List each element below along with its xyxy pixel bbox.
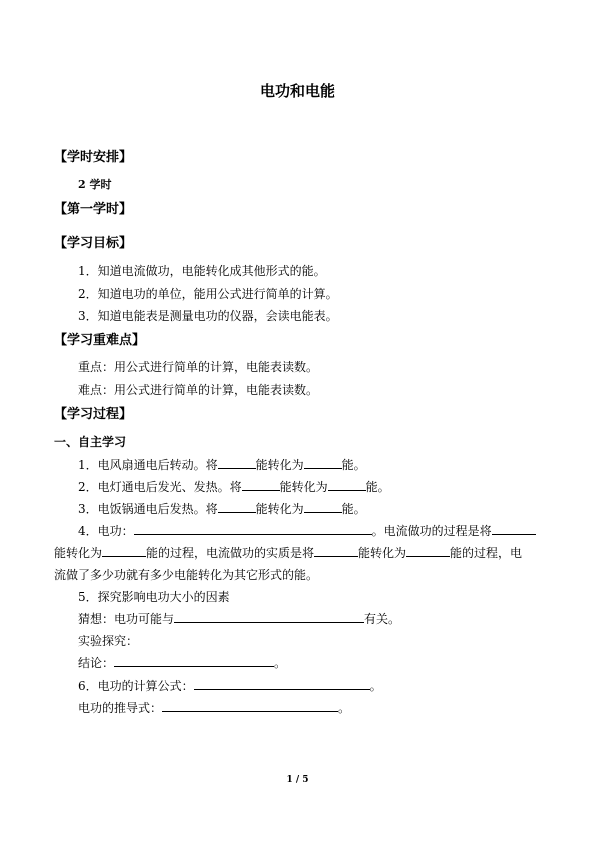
derive-text-b: 。 [338,701,351,715]
self-study-heading: 一、自主学习 [54,435,127,449]
section-key-points: 【学习重难点】 [54,333,146,348]
derive-line [78,699,350,716]
answer-blank[interactable] [194,677,370,690]
schedule-value: 2 学时 [78,178,112,191]
conclusion-line [78,654,286,671]
page-title: 电功和电能 [259,82,335,100]
goal-item: 2．知道电功的单位，能用公式进行简单的计算。 [78,287,338,301]
guess-line [78,610,400,627]
guess-text-b: 有关。 [364,612,401,626]
answer-blank[interactable] [174,610,364,623]
q6-text-b: 。 [369,679,382,693]
section-process: 【学习过程】 [54,407,133,422]
answer-blank[interactable] [242,478,280,491]
question-4-line-2 [54,544,522,561]
q1-text-b: 能转化为 [255,458,304,472]
q3-text-a: 3．电饭锅通电后发热。将 [78,502,218,516]
conclusion-text-b: 。 [274,656,287,670]
q4-text-a: 4．电功： [78,524,134,538]
q2-text-c: 能。 [365,480,390,494]
question-1 [78,456,366,473]
q4-line2-b: 能的过程，电流做功的实质是将 [146,546,315,560]
answer-blank[interactable] [102,544,146,557]
answer-blank[interactable] [218,500,256,513]
answer-blank[interactable] [406,544,450,557]
difficult-point: 难点：用公式进行简单的计算，电能表读数。 [78,383,319,397]
question-3 [78,500,366,517]
question-6 [78,677,382,694]
question-5: 5．探究影响电功大小的因素 [78,590,230,604]
derive-text-a: 电功的推导式： [78,701,163,715]
q4-line2-a: 能转化为 [54,546,103,560]
answer-blank[interactable] [304,456,342,469]
q4-text-b: 。电流做功的过程是将 [371,524,492,538]
guess-text-a: 猜想：电功可能与 [78,612,175,626]
section-goals: 【学习目标】 [54,236,133,251]
question-4 [78,522,536,539]
q4-line2-c: 能转化为 [358,546,407,560]
answer-blank[interactable] [492,522,536,535]
question-4-line-3: 流做了多少功就有多少电能转化为其它形式的能。 [54,568,319,582]
answer-blank[interactable] [218,456,256,469]
answer-blank[interactable] [314,544,358,557]
q6-text-a: 6．电功的计算公式： [78,679,194,693]
goal-item: 3．知道电能表是测量电功的仪器，会读电能表。 [78,309,338,323]
q2-text-a: 2．电灯通电后发光、发热。将 [78,480,242,494]
q1-text-c: 能。 [341,458,366,472]
page-number: 1 / 5 [286,775,309,785]
key-point: 重点：用公式进行简单的计算，电能表读数。 [78,360,319,374]
experiment-label: 实验探究： [78,634,139,648]
goal-item: 1．知道电流做功，电能转化成其他形式的能。 [78,264,326,278]
question-2 [78,478,390,495]
q3-text-c: 能。 [341,502,366,516]
q4-line2-d: 能的过程，电 [450,546,523,560]
answer-blank[interactable] [304,500,342,513]
answer-blank[interactable] [114,654,274,667]
answer-blank[interactable] [162,699,338,712]
answer-blank[interactable] [328,478,366,491]
answer-blank[interactable] [134,522,372,535]
q2-text-b: 能转化为 [279,480,328,494]
q3-text-b: 能转化为 [255,502,304,516]
conclusion-text-a: 结论： [78,656,115,670]
q1-text-a: 1．电风扇通电后转动。将 [78,458,218,472]
section-first-period: 【第一学时】 [54,202,133,217]
section-schedule: 【学时安排】 [54,150,133,165]
